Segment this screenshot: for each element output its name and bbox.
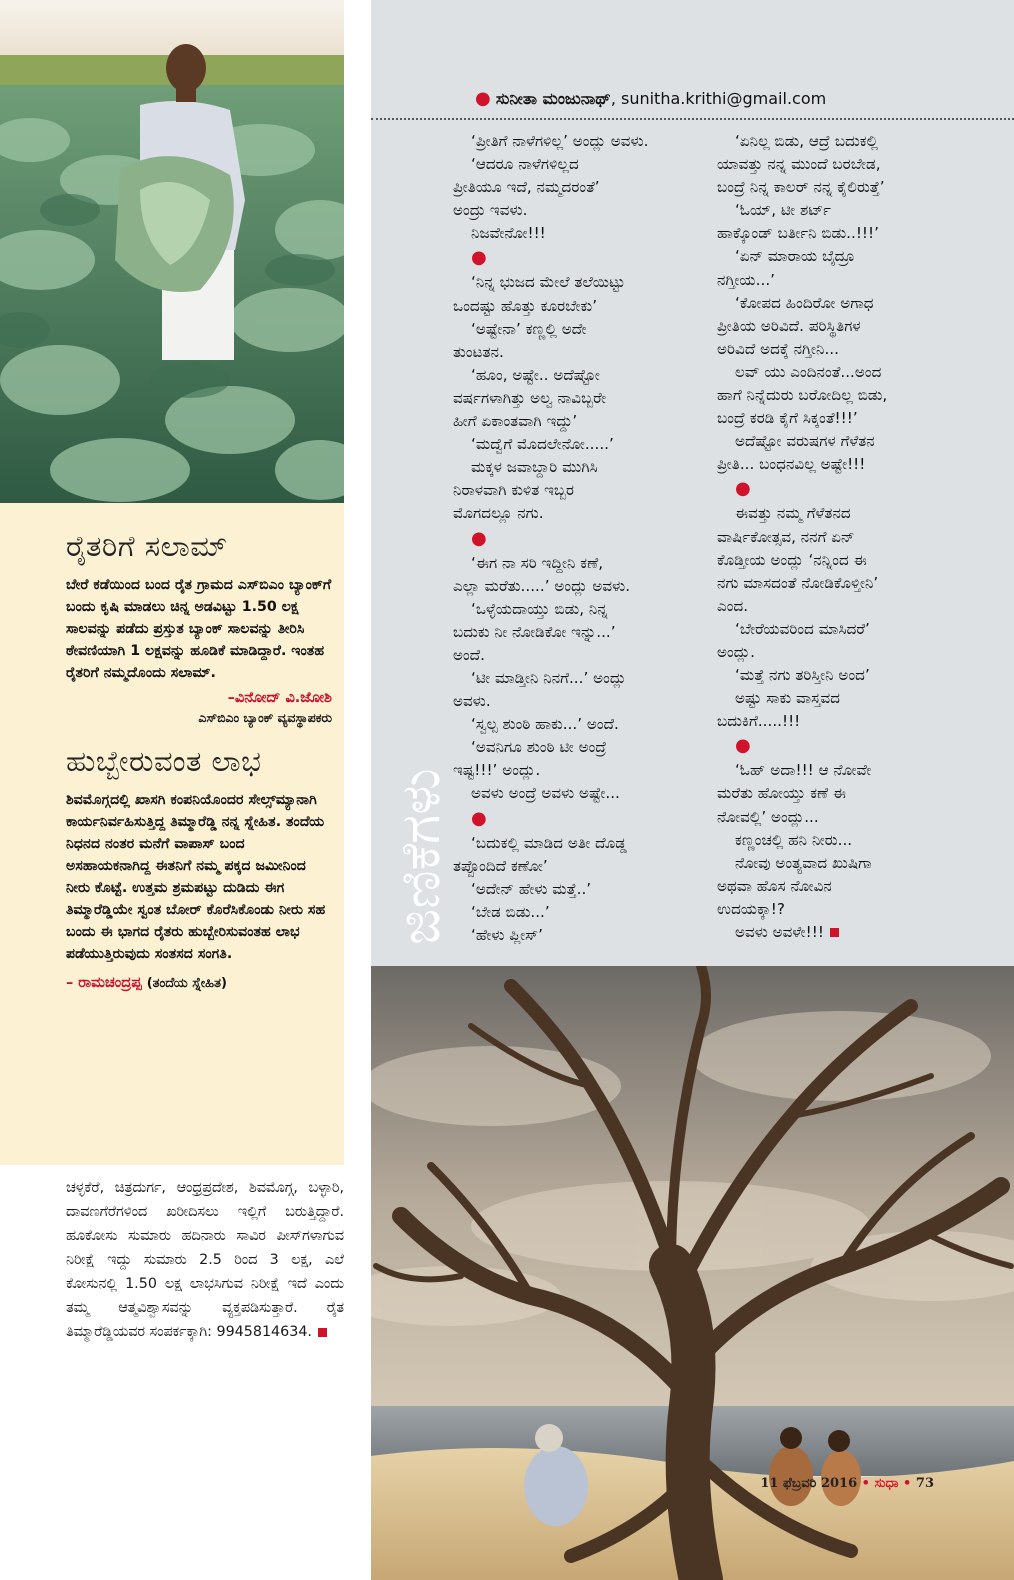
poem-line: ವರ್ಷಗಳಾಗಿತ್ತು ಅಲ್ವ ನಾವಿಬ್ಬರೇ xyxy=(453,388,607,407)
poem-line: ನಿಜವೇನೋ!!! xyxy=(471,224,546,243)
poem-line: ‘ಅಷ್ಟೇನಾ’ ಕಣ್ಣಲ್ಲಿ ಅದೇ xyxy=(471,319,587,338)
footer-sep-2: • xyxy=(898,1476,916,1491)
end-mark-icon xyxy=(830,928,839,937)
poem-line: ಹಾಕ್ಕೊಂಡ್ ಬರ್ತೀನಿ ಬಿಡು..!!!’ xyxy=(717,224,879,243)
poem-line: ಅವಳು. xyxy=(453,692,491,711)
poem-line: ‘ಹೂಂ, ಅಷ್ಟೇ.. ಅದೆಷ್ಟೋ xyxy=(471,365,600,384)
poem-line: ಅಷ್ಟು ಸಾಕು ವಾಸ್ತವದ xyxy=(735,689,841,708)
end-mark-icon xyxy=(318,1328,327,1337)
poem-line: ನೋವು ಅಂತ್ಯವಾದ ಖುಷಿಗಾ xyxy=(735,853,872,872)
poem-line: ‘ಅವನಿಗೂ ಶುಂಠಿ ಟೀ ಅಂದ್ರೆ xyxy=(471,738,607,757)
poem-line: ಪ್ರೀತಿಯೂ ಇದೆ, ನಮ್ಮದರಂತೆ’ xyxy=(453,178,600,197)
magazine-name: ಸುಧಾ xyxy=(874,1476,899,1491)
farmer-sidebar-box xyxy=(0,503,344,1165)
page-number: 73 xyxy=(915,1476,934,1491)
poem-line: ಯಾವತ್ತು ನನ್ನ ಮುಂದೆ ಬರಬೇಡ, xyxy=(717,155,881,174)
poem-line: ಕಣ್ಣಂಚಲ್ಲಿ ಹನಿ ನೀರು... xyxy=(735,830,853,849)
poem-line: ಅವಳು ಅಂದ್ರೆ ಅವಳು ಅಷ್ಟೇ... xyxy=(471,784,620,803)
poem-line: ಅರಿವಿದೆ ಅದಕ್ಕೆ ನಗ್ತೀನಿ... xyxy=(717,339,839,358)
poem-line: ಬಂದ್ರೆ ಕರಡಿ ಕೈಗೆ ಸಿಕ್ಕಂತೆ!!!’ xyxy=(717,409,858,428)
stanza-bullet-icon: ● xyxy=(471,807,487,829)
poem-line: ಅಂದ್ರು ಇವಳು. xyxy=(453,201,528,220)
byline xyxy=(475,88,826,109)
poem-line: ‘ಹೇಳು ಪ್ಲೀಸ್’ xyxy=(471,925,543,944)
poem-column-2 xyxy=(717,130,957,944)
farmer-photo xyxy=(0,0,344,503)
poem-line: ‘ಪ್ರೀತಿಗೆ ನಾಳೆಗಳಿಲ್ಲ’ ಅಂದ್ಲು ಅವಳು. xyxy=(471,132,649,150)
poem-line: ‘ಆದರೂ ನಾಳೆಗಳಿಲ್ಲದ xyxy=(471,155,579,174)
poem-line: ನೋವಲ್ಲಿ’ ಅಂದ್ಲು... xyxy=(717,807,819,826)
poem-line: ಕೊಡ್ತೀಯ ಅಂದ್ಲು ‘ನನ್ನಿಂದ ಈ xyxy=(717,550,867,569)
poem-line: ‘ಟೀ ಮಾಡ್ತೀನಿ ನಿನಗೆ...’ ಅಂದ್ಲು xyxy=(471,668,627,687)
poem-line: ಪ್ರೀತಿ... ಬಂಧನವಿಲ್ಲ ಅಷ್ಟೇ!!! xyxy=(717,455,866,474)
sidebar-paragraph-2: ಶಿವಮೊಗ್ಗದಲ್ಲಿ ಖಾಸಗಿ ಕಂಪನಿಯೊಂದರ ಸೇಲ್ಸ್‌ಮ್ಯಾನಾಗಿ ಕಾರ್ಯನಿರ್ವಹಿಸುತ್ತಿದ್ದ ತಿಮ್ಮಾರೆಡ್ಡಿ ನನ್ನ ಸ್ನೇಹಿತ. ತಂದೆಯ ನಿಧನದ ನಂತರ ಮನೆಗೆ ವಾಪಾಸ್ ಬಂದ ಅಸಹಾಯಕನಾಗಿದ್ದ ಈತನಿಗೆ ನಮ್ಮ ಪಕ್ಕದ ಜಮೀನಿಂದ ನೀರು ಕೊಟ್ಟೆ. ಉತ್ತಮ ಶ್ರಮಪಟ್ಟು ದುಡಿದು ಈಗ ತಿಮ್ಮಾರೆಡ್ಡಿಯೇ ಸ್ವಂತ ಬೋರ್ ಕೊರೆಸಿಕೊಂಡು ನೀರು ಸಹ ಬಂದು ಈ ಭಾಗದ ರೈತರು ಹುಬ್ಬೇರಿಸುವಂತಹ ಲಾಭ ಪಡೆಯುತ್ತಿರುವುದು ಸಂತಸದ ಸಂಗತಿ. xyxy=(66,792,326,962)
author-name: ಸುನೀತಾ ಮಂಜುನಾಥ್ xyxy=(495,89,611,108)
stanza-bullet-icon: ● xyxy=(471,247,487,269)
author-email: , sunitha.krithi@gmail.com xyxy=(610,89,827,108)
poem-line: ಬಂದ್ರೆ ನಿನ್ನ ಕಾಲರ್ ನನ್ನ ಕೈಲಿರುತ್ತೆ’ xyxy=(717,178,885,197)
poem-line: ‘ಏನ್ ಮಾರಾಯ ಬೈದ್ರೂ xyxy=(735,247,855,266)
poem-line: ತುಂಟತನ. xyxy=(453,342,504,361)
poem-line: ‘ಮದ್ವೆಗೆ ಮೊದಲೇನೋ.....’ xyxy=(471,435,614,454)
sidebar-heading-salute: ರೈತರಿಗೆ ಸಲಾಮ್ xyxy=(66,529,228,563)
vertical-title-text: ಜಿಣಿಕೆಗಳು xyxy=(393,768,452,945)
poem-line: ಎಂದ. xyxy=(717,596,749,615)
article-body-end xyxy=(66,1176,344,1344)
poem-line: ಬದುಕಿಗೆ.....!!! xyxy=(717,712,801,731)
poem-line: ಇಷ್ಟ!!!’ ಅಂದ್ಲು. xyxy=(453,761,541,780)
sidebar-signature-2-name: – ರಾಮಚಂದ್ರಪ್ಪ xyxy=(66,975,142,991)
poem-line: ‘ಅದೇನ್ ಹೇಳು ಮತ್ತೆ..’ xyxy=(471,879,592,898)
poem-line: ‘ಬೇರೆಯವರಿಂದ ಮಾಸಿದರೆ’ xyxy=(735,619,870,638)
poem-line: ನಗು ಮಾಸದಂತೆ ನೋಡಿಕೊಳ್ತೀನಿ’ xyxy=(717,573,879,592)
sidebar-paragraph-1: ಬೇರೆ ಕಡೆಯಿಂದ ಬಂದ ರೈತ ಗ್ರಾಮದ ಎಸ್‌ಬಿಎಂ ಬ್ಯಾಂಕ್‌ಗೆ ಬಂದು ಕೃಷಿ ಮಾಡಲು ಚಿನ್ನ ಅಡವಿಟ್ಟು 1.50 ಲಕ್ಷ ಸಾಲವನ್ನು ಪಡೆದು ಪ್ರಸ್ತುತ ಬ್ಯಾಂಕ್ ಸಾಲವನ್ನು ತೀರಿಸಿ ಠೇವಣಿಯಾಗಿ 1 ಲಕ್ಷವನ್ನು ಹೂಡಿಕೆ ಮಾಡಿದ್ದಾರೆ. ಇಂತಹ ರೈತರಿಗೆ ನಮ್ಮದೊಂದು ಸಲಾಮ್. xyxy=(66,577,332,681)
poem-line: ‘ಓಹ್ ಅದಾ!!! ಆ ನೋವೇ xyxy=(735,761,872,780)
poem-line: ಮರೆತು ಹೋಯ್ತು ಕಣೆ ಈ xyxy=(717,784,847,803)
poem-line: ಅದೆಷ್ಟೋ ವರುಷಗಳ ಗೆಳೆತನ xyxy=(735,432,875,451)
poem-line: ‘ನಿನ್ನ ಭುಜದ ಮೇಲೆ ತಲೆಯಿಟ್ಟು xyxy=(471,273,625,292)
poem-line: ‘ಏನಿಲ್ಲ ಬಿಡು, ಆದ್ರೆ ಬದುಕಲ್ಲಿ xyxy=(735,132,879,150)
page-footer xyxy=(760,1476,934,1491)
poem-line: ಬದುಕು ನೀ ನೋಡಿಕೋ ಇನ್ನು...’ xyxy=(453,622,616,641)
dotted-divider xyxy=(371,118,1014,120)
poem-line: ಈವತ್ತು ನಮ್ಮ ಗೆಳೆತನದ xyxy=(735,504,851,523)
poem-line: ‘ಬೇಡ ಬಿಡು...’ xyxy=(471,902,550,921)
poem-panel xyxy=(371,0,1014,1580)
poem-line: ‘ಬದುಕಲ್ಲಿ ಮಾಡಿದ ಅತೀ ದೊಡ್ಡ xyxy=(471,833,627,852)
article-body-text: ಚಳ್ಳಕೆರೆ, ಚಿತ್ರದುರ್ಗ, ಆಂಧ್ರಪ್ರದೇಶ, ಶಿವಮೊಗ್ಗ, ಬಳ್ಳಾರಿ, ದಾವಣಗೆರೆಗಳಿಂದ ಖರೀದಿಸಲು ಇಲ್ಲಿಗೆ ಬರುತ್ತಿದ್ದಾರೆ. ಹೂಕೋಸು ಸುಮಾರು ಹದಿನಾರು ಸಾವಿರ ಪೀಸ್‌ಗಳಾಗುವ ನಿರೀಕ್ಷೆ ಇದ್ದು ಸುಮಾರು 2.5 ರಿಂದ 3 ಲಕ್ಷ, ಎಲೆ ಕೋಸುನಲ್ಲಿ 1.50 ಲಕ್ಷ ಲಾಭಸಿಗುವ ನಿರೀಕ್ಷೆ ಇದೆ ಎಂದು ತಮ್ಮ ಆತ್ಮವಿಶ್ವಾಸವನ್ನು ವ್ಯಕ್ತಪಡಿಸುತ್ತಾರೆ. ರೈತ ತಿಮ್ಮಾರೆಡ್ಡಿಯವರ ಸಂಪರ್ಕಕ್ಕಾಗಿ: 9945814634. xyxy=(66,1180,344,1340)
sidebar-signature-2-note: (ತಂದೆಯ ಸ್ನೇಹಿತ) xyxy=(146,976,227,991)
poem-line: ಉದಯಕ್ಕಾ!? xyxy=(717,899,785,918)
stanza-bullet-icon: ● xyxy=(735,478,751,500)
stanza-bullet-icon: ● xyxy=(471,527,487,549)
poem-line: ಅಂದೆ. xyxy=(453,645,485,664)
sidebar-signature-1: –ವಿನೋದ್ ವಿ.ಜೋಶಿ xyxy=(227,690,332,706)
sidebar-signature-1-role: ಎಸ್‌ಬಿಎಂ ಬ್ಯಾಂಕ್ ವ್ಯವಸ್ಥಾಪಕರು xyxy=(198,710,332,725)
poem-column-1 xyxy=(453,130,698,947)
poem-line: ಮೊಗದಲ್ಲೂ ನಗು. xyxy=(453,504,544,523)
poem-line: ಹಾಗೆ ನಿನ್ನೆದುರು ಬರೋದಿಲ್ಲ ಬಿಡು, xyxy=(717,386,888,405)
poem-line: ಒಂದಷ್ಟು ಹೊತ್ತು ಕೂರಬೇಕು’ xyxy=(453,296,598,315)
left-column xyxy=(0,0,344,1580)
footer-sep-1: • xyxy=(857,1476,875,1491)
poem-line: ‘ಈಗ ನಾ ಸರಿ ಇದ್ದೀನಿ ಕಣೆ, xyxy=(471,553,604,572)
poem-line: ‘ಓಯ್, ಟೀ ಶರ್ಟ್ xyxy=(735,201,832,220)
stanza-bullet-icon: ● xyxy=(735,735,751,757)
poem-line: ತಪ್ಪೊಂದಿದೆ ಕಣೋ’ xyxy=(453,856,548,875)
vertical-title xyxy=(393,520,453,950)
poem-line: ಹೀಗೆ ಏಕಾಂತವಾಗಿ ಇದ್ದು’ xyxy=(453,412,578,431)
bullet-icon: ● xyxy=(475,88,491,109)
poem-line: ಲವ್ ಯು ಎಂದಿನಂತೆ...ಅಂದ xyxy=(735,362,882,381)
poem-line: ಅಥವಾ ಹೊಸ ನೋವಿನ xyxy=(717,876,832,895)
issue-date: 11 ಫೆಬ್ರವರಿ 2016 xyxy=(760,1476,858,1491)
poem-line: ಅಂದ್ಲು. xyxy=(717,642,756,661)
poem-line: ಎಲ್ಲಾ ಮರೆತು.....’ ಅಂದ್ಲು ಅವಳು. xyxy=(453,576,631,595)
poem-line: ‘ಒಳ್ಳೆಯದಾಯ್ತು ಬಿಡು, ನಿನ್ನ xyxy=(471,599,608,618)
poem-line: ‘ಕೋಪದ ಹಿಂದಿರೋ ಅಗಾಧ xyxy=(735,293,874,312)
poem-line: ನಗ್ತೀಯ...’ xyxy=(717,270,775,289)
poem-line: ‘ಸ್ವಲ್ಪ ಶುಂಠಿ ಹಾಕು...’ ಅಂದೆ. xyxy=(471,715,619,734)
sidebar-signature-2 xyxy=(66,975,332,991)
poem-line: ನಿರಾಳವಾಗಿ ಕುಳಿತ ಇಬ್ಬರ xyxy=(453,481,575,500)
poem-line: ಪ್ರೀತಿಯ ಅರಿವಿದೆ. ಪರಿಸ್ಥಿತಿಗಳ xyxy=(717,316,861,335)
sidebar-heading-profit: ಹುಬ್ಬೇರುವಂತ ಲಾಭ xyxy=(66,744,262,778)
poem-line: ‘ಮತ್ತೆ ನಗು ತರಿಸ್ತೀನಿ ಅಂದ’ xyxy=(735,666,870,685)
poem-line: ವಾರ್ಷಿಕೋತ್ಸವ, ನನಗೆ ಏನ್ xyxy=(717,527,855,546)
poem-line: ಮಕ್ಕಳ ಜವಾಬ್ದಾರಿ ಮುಗಿಸಿ xyxy=(471,458,598,477)
poem-line: ಅವಳು ಅವಳೇ!!! xyxy=(717,921,957,944)
